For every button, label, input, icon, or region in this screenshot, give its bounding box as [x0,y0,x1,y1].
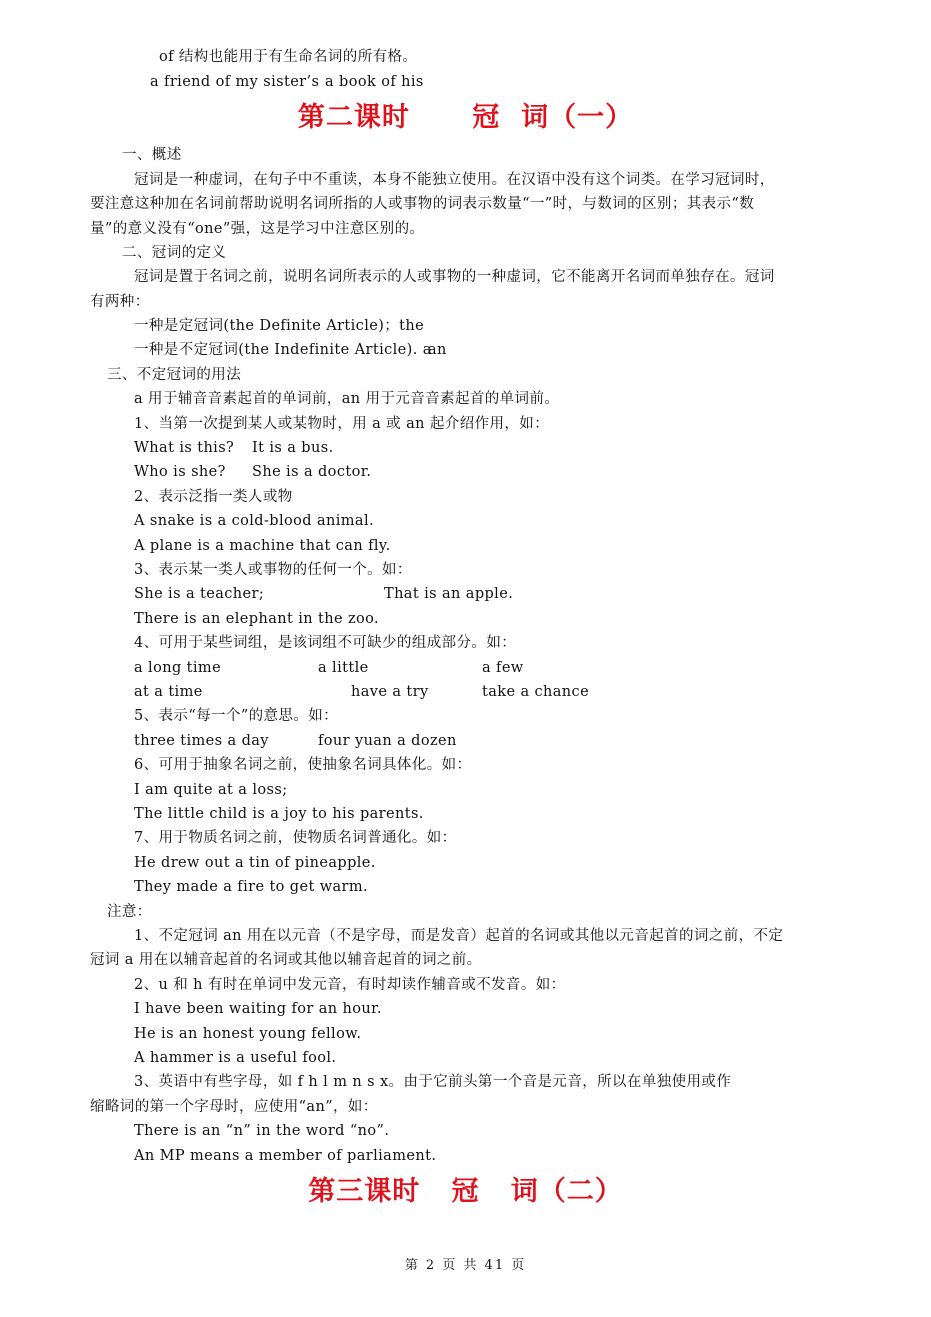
example-text: She is a doctor. [252,464,372,480]
example-text: She is a teacher; [134,586,265,602]
example-text: I have been waiting for an hour. [134,1001,382,1017]
example-text: That is an apple. [384,586,514,602]
paragraph-line: 3、英语中有些字母，如 f h l m n s x。由于它前头第一个音是元音，所以在单独使用或作 [134,1074,732,1090]
definition-line: 一种是不定冠词(the Indefinite Article). a [134,342,432,358]
example-text: have a try [351,684,429,700]
page-number: 第 2 页 共 41 页 [404,1258,527,1273]
example-text: What is this? [134,440,235,456]
section-title: 一、概述 [122,147,182,163]
rule-line: 1、当第一次提到某人或某物时，用 a 或 an 起介绍作用，如： [134,416,550,432]
example-text: It is a bus. [252,440,334,456]
example-text: a little [318,660,369,676]
paragraph-line: 缩略词的第一个字母时，应使用“an”，如： [90,1099,378,1115]
example-text: The little child is a joy to his parents. [134,806,424,822]
paragraph-line: 冠词是一种虚词，在句子中不重读，本身不能独立使用。在汉语中没有这个词类。在学习冠词时， [134,172,775,188]
paragraph-line: 1、不定冠词 an 用在以元音（不是字母，而是发音）起首的名词或其他以元音起首的词之前，不定 [134,928,784,944]
example-text: a few [482,660,524,676]
example-text: four yuan a dozen [318,733,457,749]
example-text: at a time [134,684,203,700]
definition-line: 一种是定冠词(the Definite Article)；the [134,318,425,334]
text-line: of 结构也能用于有生命名词的所有格。 [159,49,418,65]
example-text: A plane is a machine that can fly. [134,538,391,554]
paragraph-line: 量”的意义没有“one”强，这是学习中注意区别的。 [90,221,425,237]
example-text: three times a day [134,733,269,749]
example-text: A hammer is a useful fool. [134,1050,337,1066]
section-title: 三、不定冠词的用法 [107,367,242,383]
paragraph-line: 冠词 a 用在以辅音起首的名词或其他以辅音起首的词之前。 [90,952,482,968]
rule-line: 6、可用于抽象名词之前，使抽象名词具体化。如： [134,757,472,773]
rule-line: 7、用于物质名词之前，使物质名词普通化。如： [134,830,457,846]
rule-line: 2、表示泛指一类人或物 [134,489,293,505]
example-text: They made a fire to get warm. [134,879,369,895]
note-title: 注意： [107,904,152,920]
lesson-heading: 第三课时 冠 词（二） [308,1176,623,1207]
rule-line: 3、表示某一类人或事物的任何一个。如： [134,562,412,578]
example-text: a long time [134,660,222,676]
example-text: I am quite at a loss; [134,782,288,798]
example-text: Who is she? [134,464,226,480]
definition-line: an [428,342,447,358]
paragraph-line: 要注意这种加在名词前帮助说明名词所指的人或事物的词表示数量“一”时，与数词的区别；其表示“数 [90,196,755,212]
example-text: He is an honest young fellow. [134,1026,362,1042]
example-text: He drew out a tin of pineapple. [134,855,376,871]
paragraph-line: 冠词是置于名词之前，说明名词所表示的人或事物的一种虚词，它不能离开名词而单独存在。冠词 [134,269,775,285]
lesson-heading: 第二课时 冠 词（一） [297,102,634,133]
rule-line: 5、表示“每一个”的意思。如： [134,708,339,724]
example-text: There is an elephant in the zoo. [134,611,380,627]
example-text: take a chance [482,684,590,700]
paragraph-line: a 用于辅音音素起首的单词前，an 用于元音音素起首的单词前。 [134,391,560,407]
example-text: An MP means a member of parliament. [134,1148,437,1164]
paragraph-line: 2、u 和 h 有时在单词中发元音，有时却读作辅音或不发音。如： [134,977,566,993]
example-text: A snake is a cold-blood animal. [134,513,375,529]
rule-line: 4、可用于某些词组，是该词组不可缺少的组成部分。如： [134,635,517,651]
paragraph-line: 有两种： [90,294,150,310]
example-text: a friend of my sister’s [150,74,320,90]
example-text: a book of his [325,74,424,90]
example-text: There is an “n” in the word “no”. [134,1123,390,1139]
section-title: 二、冠词的定义 [122,245,227,261]
